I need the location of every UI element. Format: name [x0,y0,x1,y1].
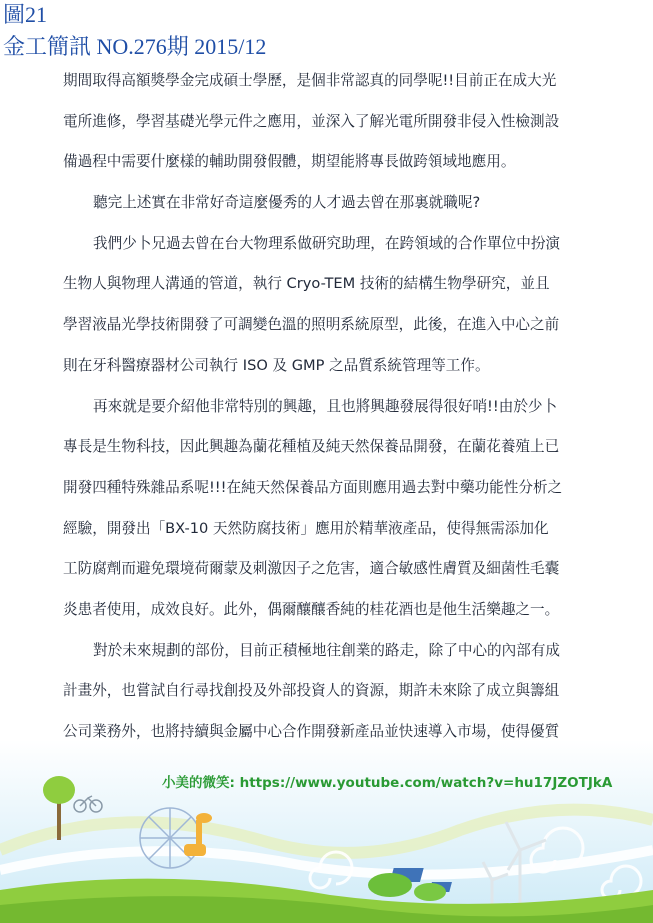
paragraph-line: 炎患者使用，成效良好。此外，偶爾釀釀香純的桂花酒也是他生活樂趣之一。 [63,600,560,618]
paragraph-line: 學習液晶光學技術開發了可調變色溫的照明系統原型，此後，在進入中心之前 [63,316,560,334]
article-body [63,71,603,803]
paragraph-line: 對於未來規劃的部份，目前正積極地往創業的路走，除了中心的內部有成 [93,641,561,659]
paragraph-line: 則在牙科醫療器材公司執行 ISO 及 GMP 之品質系統管理等工作。 [63,356,490,374]
paragraph-line: 再來就是要介紹他非常特別的興趣，且也將興趣發展得很好哨!!由於少卜 [93,397,558,415]
paragraph-line: 工防腐劑而避免環境荷爾蒙及刺激因子之危害，適合敏感性膚質及細菌性毛囊 [63,560,560,578]
paragraph-line: 生物人與物理人溝通的管道，執行 Cryo-TEM 技術的結構生物學研究，並且 [63,275,550,293]
footer-illustration [0,740,653,923]
video-link[interactable]: 小美的微笑: https://www.youtube.com/watch?v=hu17JZOTJkA [162,775,613,791]
paragraph-line: 聽完上述實在非常好奇這麼優秀的人才過去曾在那裏就職呢? [93,194,481,212]
paragraph-line: 開發四種特殊雜品系呢!!!在純天然保養品方面則應用過去對中藥功能性分析之 [63,478,563,496]
paragraph-line: 我們少卜兄過去曾在台大物理系做研究助理，在跨領域的合作單位中扮演 [93,234,561,252]
paragraph-line: 專長是生物科技，因此興趣為蘭花種植及純天然保養品開發，在蘭花養殖上已 [63,438,560,456]
paragraph-line: 期間取得高額獎學金完成碩士學歷，是個非常認真的同學呢!!目前正在成大光 [63,72,557,89]
paragraph-line: 公司業務外，也將持續與金屬中心合作開發新產品並快速導入市場，使得優質 [63,723,560,740]
paragraph-line: 備過程中需要什麼樣的輔助開發假體，期望能將專長做跨領域地應用。 [63,153,516,171]
paragraph-line: 電所進修，學習基礎光學元件之應用，並深入了解光電所開發非侵入性檢測設 [63,112,560,130]
figure-label: 圖21 [3,2,48,27]
paragraph-line: 經驗，開發出「BX-10 天然防腐技術」應用於精華液產品，使得無需添加化 [63,519,549,537]
ferris-wheel [140,808,200,868]
paragraph-line: 計畫外，也嘗試自行尋找創投及外部投資人的資源，期許未來除了成立與籌組 [63,682,560,700]
newsletter-title: 金工簡訊 NO.276期 2015/12 [3,34,267,59]
